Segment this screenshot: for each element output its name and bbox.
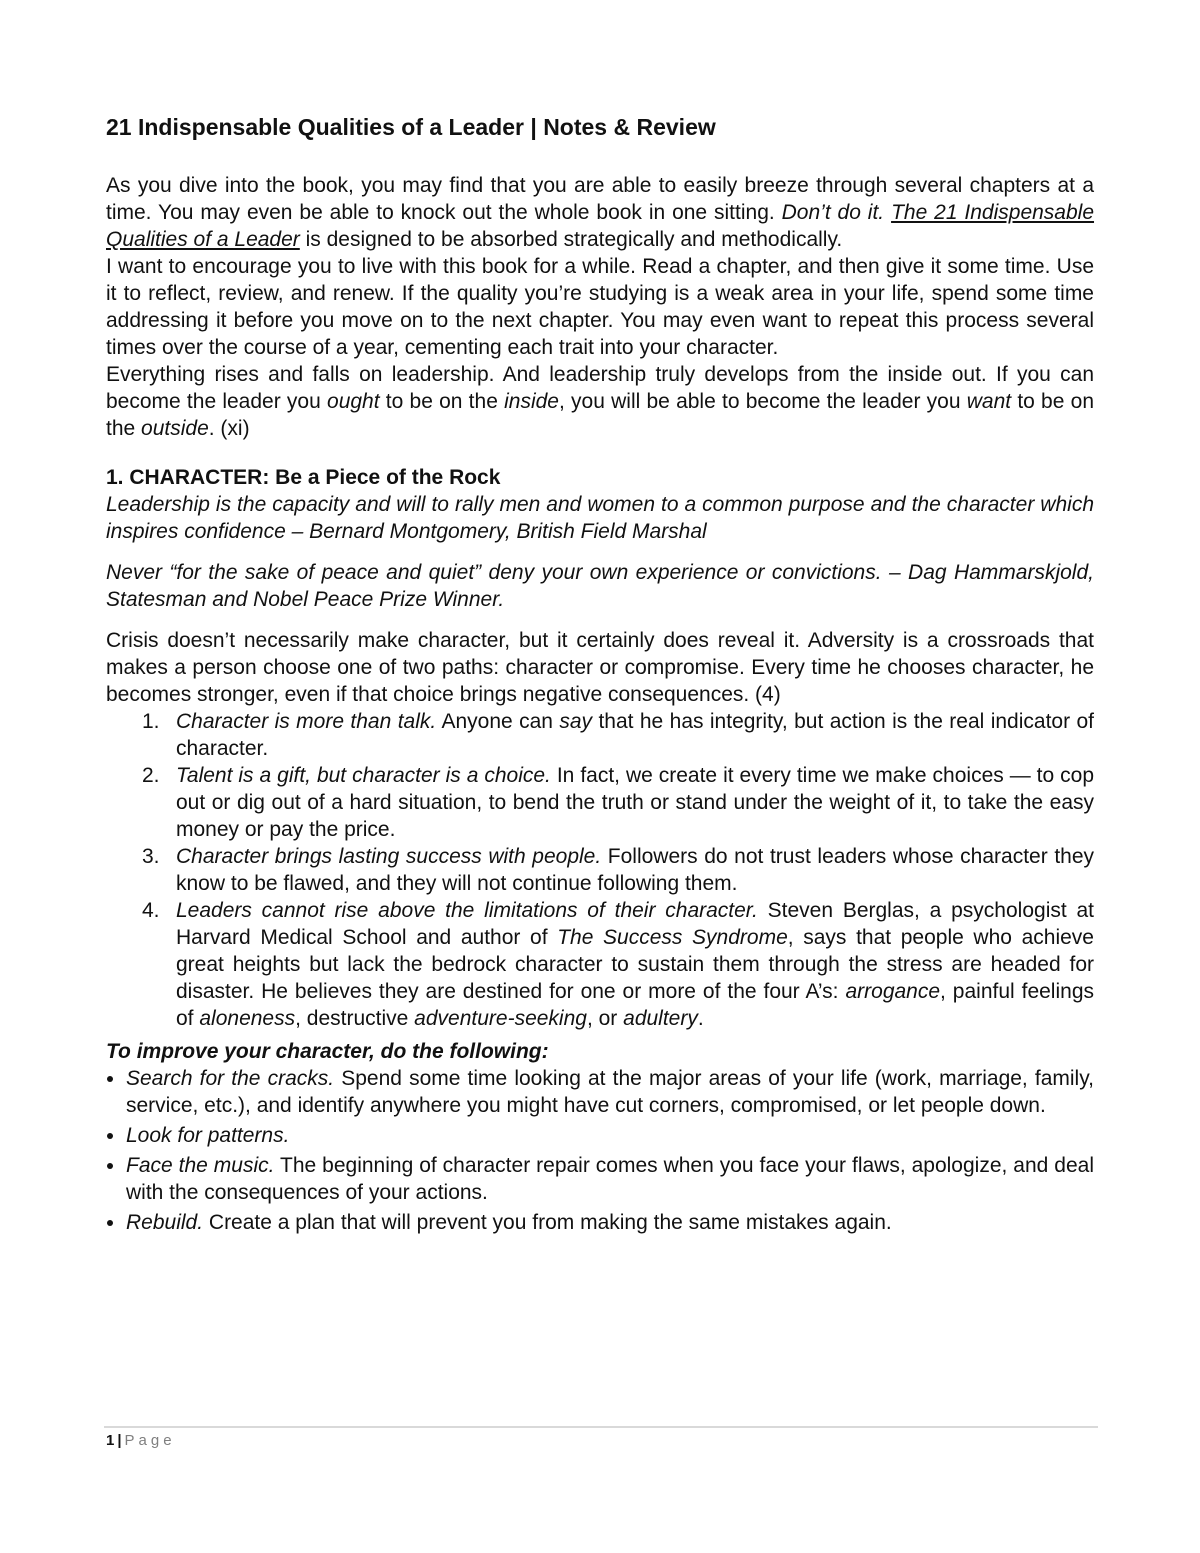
tip-heading: Look for patterns.: [126, 1124, 290, 1147]
point-text: In fact, we create it every time we make choices — to cop out or dig out of a hard situation, to bend the truth or stand under the weight of it, to take the easy money or pay the price.: [176, 764, 1094, 841]
emphasis-text: adultery: [623, 1007, 698, 1030]
list-item: [106, 897, 1094, 1032]
tip-heading: Rebuild.: [126, 1211, 204, 1234]
point-heading: Character is more than talk.: [176, 710, 437, 733]
intro-paragraph-1: [106, 172, 1094, 253]
emphasis-text: Don’t do it.: [781, 201, 885, 224]
quote-hammarskjold: Never “for the sake of peace and quiet” deny your own experience or convictions. – Dag Hammarskjold, Statesman and Nobel Peace Prize Winner.: [106, 561, 1094, 611]
point-text: , or: [586, 1007, 624, 1030]
character-points-list: [106, 708, 1094, 1032]
footer-separator: |: [117, 1432, 122, 1449]
point-text: Followers do not trust leaders whose character they know to be flawed, and they will not continue following them.: [176, 845, 1095, 895]
emphasis-text: arrogance: [845, 980, 941, 1003]
emphasis-text: inside: [504, 390, 559, 413]
emphasis-text: want: [966, 390, 1012, 413]
emphasis-text: ought: [327, 390, 380, 413]
page-footer: [106, 1432, 176, 1449]
intro-text: . (xi): [208, 417, 250, 440]
bullet-icon: [107, 1220, 113, 1226]
list-number: 2.: [142, 764, 160, 787]
emphasis-text: say: [559, 710, 593, 733]
tip-heading: Search for the cracks.: [126, 1067, 335, 1090]
page-number: 1: [106, 1432, 115, 1449]
intro-text: to be on the: [379, 390, 505, 413]
intro-text: Everything rises and falls on leadership. And leadership truly develops from the inside out. If you can become the leader you: [106, 363, 1094, 413]
point-text: , destructive: [295, 1007, 415, 1030]
tip-text: Create a plan that will prevent you from making the same mistakes again.: [203, 1211, 892, 1234]
list-item: [106, 1122, 1094, 1149]
list-item: [106, 762, 1094, 843]
book-title-reference: The Success Syndrome: [557, 926, 788, 949]
tip-heading: Face the music.: [126, 1154, 275, 1177]
list-number: 1.: [142, 710, 160, 733]
footer-divider: [104, 1426, 1098, 1428]
document-title: 21 Indispensable Qualities of a Leader | Notes & Review: [106, 114, 716, 140]
list-number: 3.: [142, 845, 160, 868]
page-content: [106, 112, 1094, 1239]
list-number: 4.: [142, 899, 160, 922]
point-heading: Leaders cannot rise above the limitations of their character.: [176, 899, 758, 922]
section-heading: 1. CHARACTER: Be a Piece of the Rock: [106, 466, 501, 489]
page-label: Page: [124, 1432, 176, 1449]
bullet-icon: [107, 1133, 113, 1139]
bullet-icon: [107, 1163, 113, 1169]
quote-montgomery: Leadership is the capacity and will to rally men and women to a common purpose and the character which inspires confidence – Bernard Montgomery, British Field Marshal: [106, 493, 1094, 543]
emphasis-text: adventure-seeking: [414, 1007, 587, 1030]
point-heading: Talent is a gift, but character is a choice.: [176, 764, 551, 787]
improvement-tips-list: [106, 1065, 1094, 1236]
point-text: that he has integrity, but action is the real indicator of character.: [176, 710, 1095, 760]
section-body-paragraph: Crisis doesn’t necessarily make character, but it certainly does reveal it. Adversity is a crossroads that makes a person choose one of two paths: character or compromise. Every time he chooses character, he becomes stronger, even if that choice brings negative consequences. (4): [106, 629, 1094, 706]
intro-text: As you dive into the book, you may find that you are able to easily breeze through several chapters at a time. You may even be able to knock out the whole book in one sitting.: [106, 174, 1094, 224]
point-text: Anyone can: [436, 710, 560, 733]
intro-paragraph-2: I want to encourage you to live with this book for a while. Read a chapter, and then give it some time. Use it to reflect, review, and renew. If the quality you’re studying is a weak area in your life, spend some time addressing it before you move on to the next chapter. You may even want to repeat this process several times over the course of a year, cementing each trait into your character.: [106, 255, 1094, 359]
intro-text: is designed to be absorbed strategically and methodically.: [299, 228, 843, 251]
point-text: , painful feelings of: [176, 980, 1094, 1030]
intro-text: to be on the: [106, 390, 1094, 440]
list-item: [106, 1209, 1094, 1236]
emphasis-text: outside: [141, 417, 209, 440]
list-item: [106, 1152, 1094, 1206]
point-text: , says that people who achieve great heights but lack the bedrock character to sustain them through the stress are headed for disaster. He believes they are destined for one or more of the four A’s:: [176, 926, 1094, 1003]
list-item: [106, 1065, 1094, 1119]
point-text: Steven Berglas, a psychologist at Harvard Medical School and author of: [176, 899, 1094, 949]
point-text: .: [697, 1007, 704, 1030]
tip-text: The beginning of character repair comes when you face your flaws, apologize, and deal with the consequences of your actions.: [126, 1154, 1094, 1204]
emphasis-text: aloneness: [199, 1007, 296, 1030]
intro-text: , you will be able to become the leader you: [558, 390, 967, 413]
point-heading: Character brings lasting success with people.: [176, 845, 602, 868]
list-item: [106, 708, 1094, 762]
book-title-reference: The 21 Indispensable Qualities of a Leader: [106, 201, 1095, 251]
improve-heading: To improve your character, do the following:: [106, 1040, 549, 1063]
list-item: [106, 843, 1094, 897]
intro-paragraph-3: [106, 361, 1094, 442]
tip-text: Spend some time looking at the major areas of your life (work, marriage, family, service, etc.), and identify anywhere you might have cut corners, compromised, or let people down.: [126, 1067, 1094, 1117]
bullet-icon: [107, 1076, 113, 1082]
